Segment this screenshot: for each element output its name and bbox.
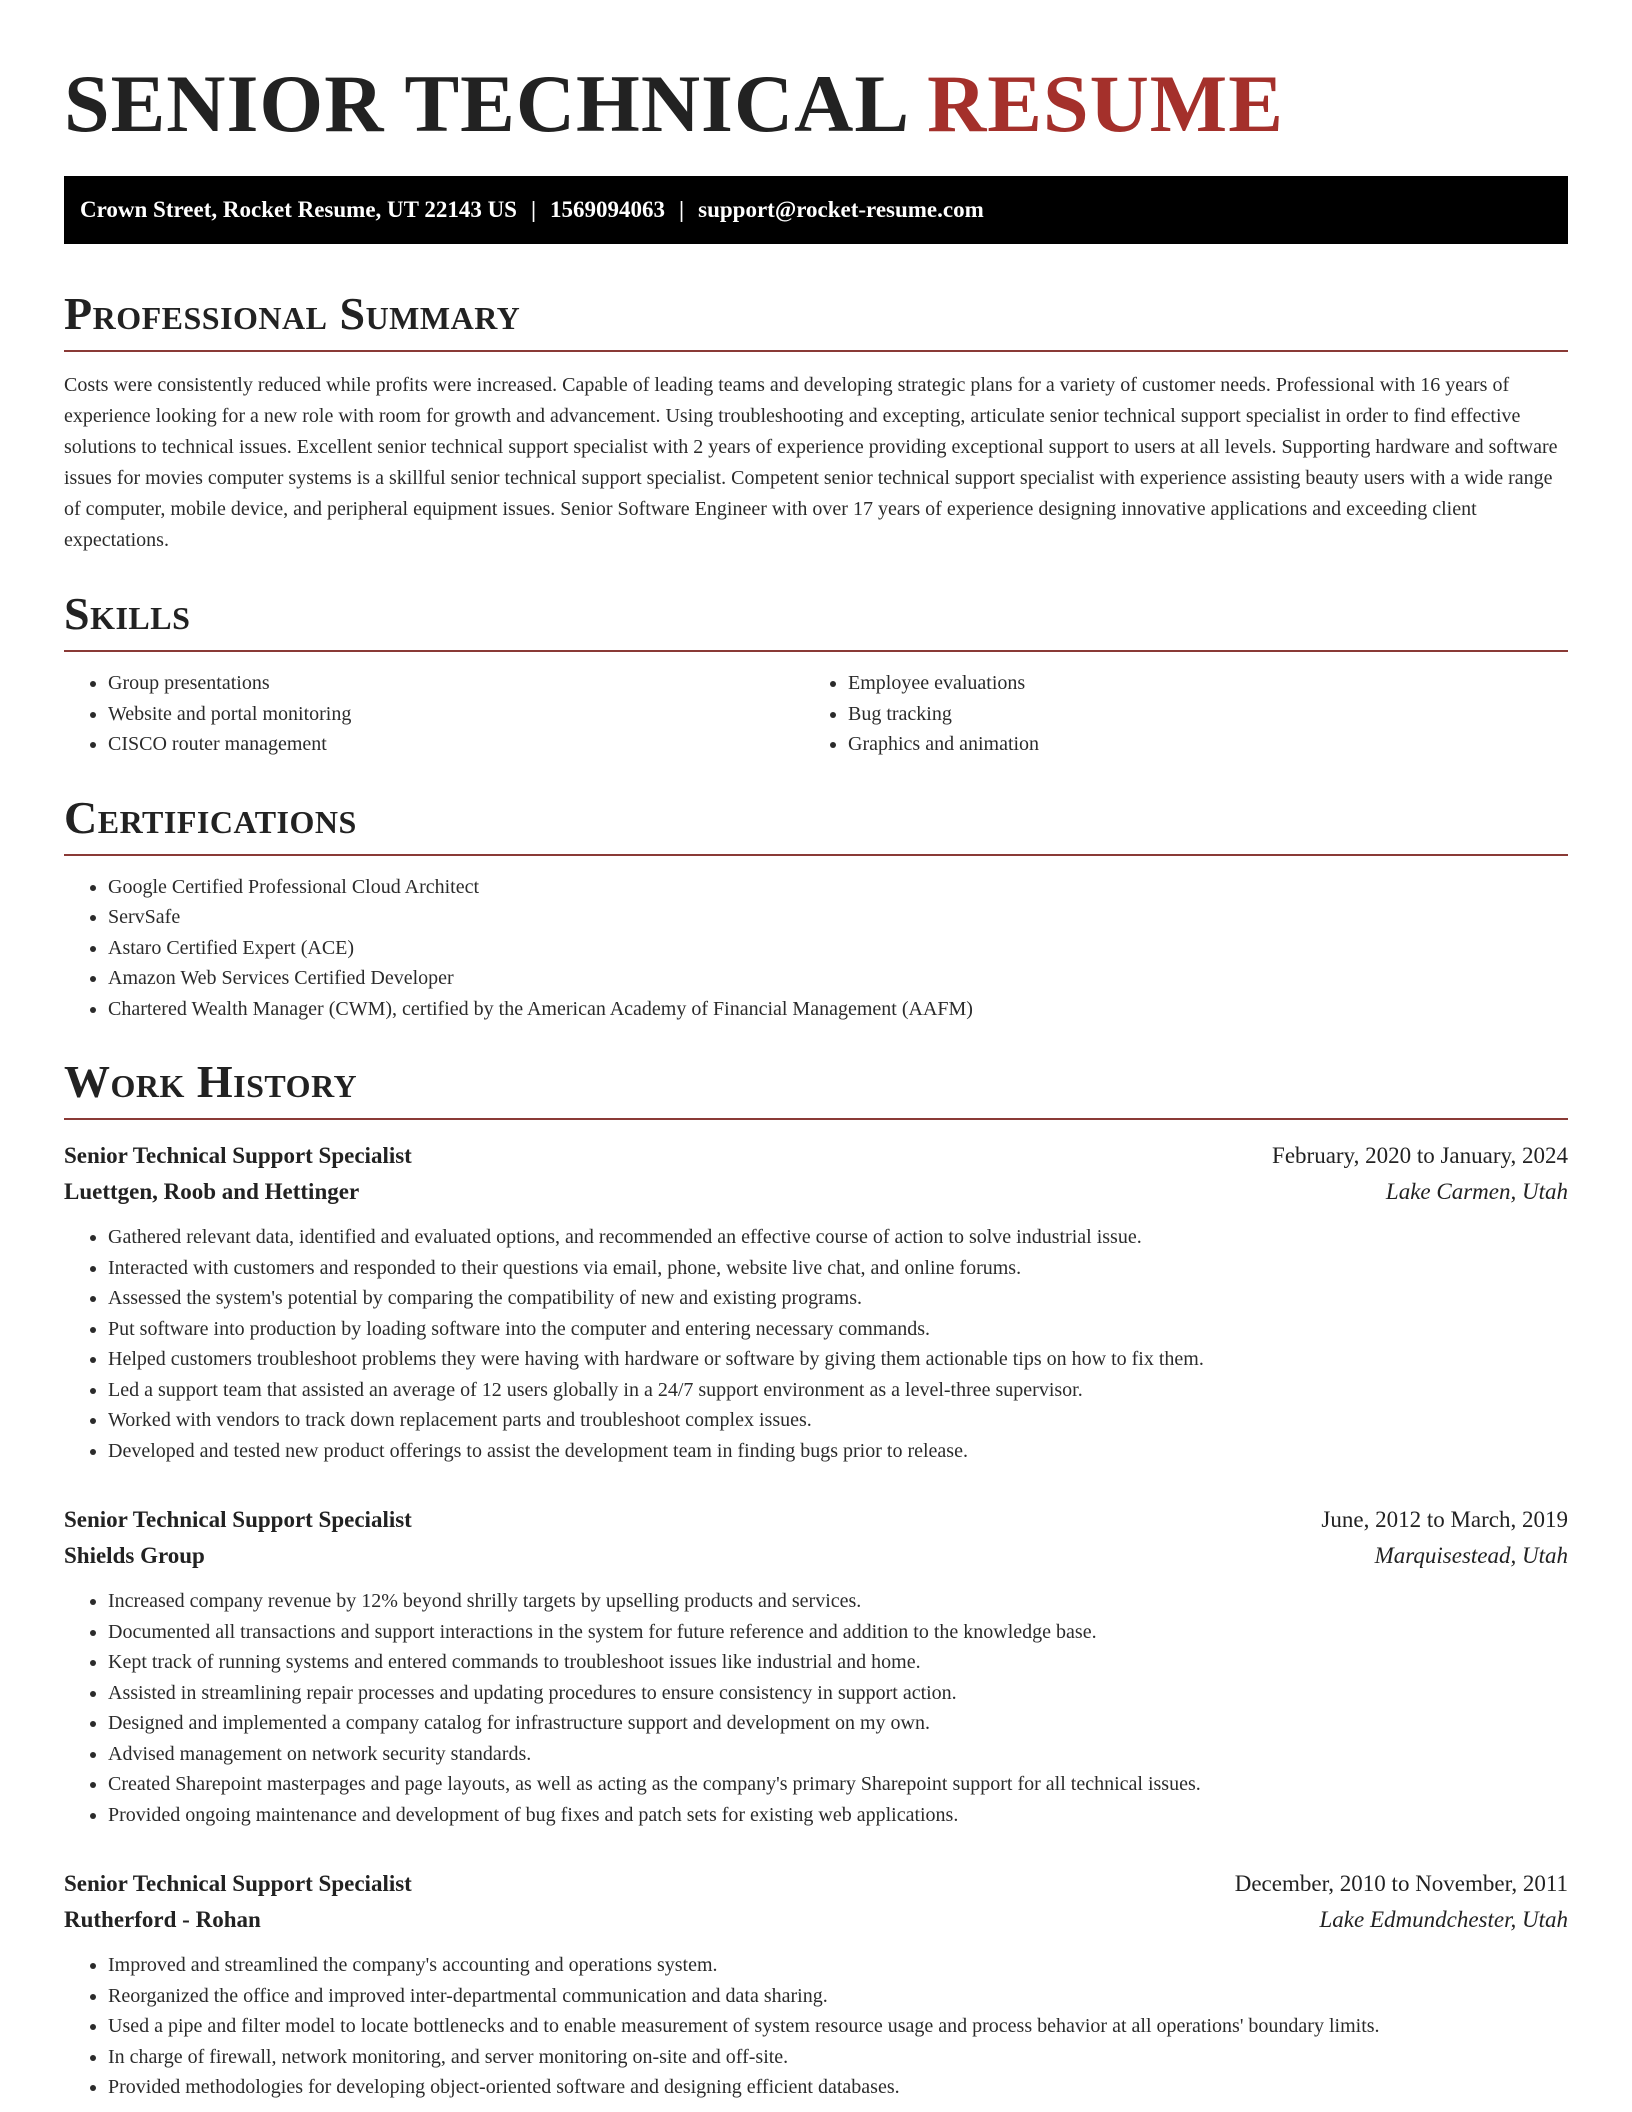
skill-item: • CISCO router management [108,729,804,760]
certification-item: • Amazon Web Services Certified Developer [108,963,1568,994]
job-entry [64,1502,1568,1830]
contact-address: Crown Street, Rocket Resume, UT 22143 US [80,197,517,222]
job-bullet: • Documented all transactions and support interactions in the system for future reference and addition to the knowledge base. [108,1617,1568,1648]
skill-item: • Employee evaluations [848,668,1544,699]
skill-item: • Website and portal monitoring [108,699,804,730]
section-divider [64,1118,1568,1120]
section-heading-work-history: Work History [64,1056,358,1107]
job-entry [64,1138,1568,1466]
section-heading-certifications: Certifications [64,791,357,843]
contact-separator: | [530,197,537,222]
certification-item: • Google Certified Professional Cloud Architect [108,872,1568,903]
job-location: Marquisestead, Utah [1374,1543,1568,1568]
section-divider [64,350,1568,352]
job-bullet: • Used a pipe and filter model to locate bottlenecks and to enable measurement of system resource usage and process behavior at all operations' boundary limits. [108,2011,1568,2042]
job-bullet: • Designed and implemented a company catalog for infrastructure support and development on my own. [108,1708,1568,1739]
professional-summary-section [64,286,1568,556]
title-main: SENIOR TECHNICAL [64,58,906,149]
job-company-row [64,1174,1568,1210]
skill-item: • Group presentations [108,668,804,699]
job-company-row [64,1902,1568,1938]
job-bullet: • Increased company revenue by 12% beyond shrilly targets by upselling products and services. [108,1586,1568,1617]
resume-title [64,56,1568,152]
job-dates: December, 2010 to November, 2011 [1234,1871,1568,1896]
certifications-section [64,790,1568,1025]
contact-phone: 1569094063 [550,197,666,222]
job-bullet: • Assisted in streamlining repair processes and updating procedures to ensure consistency in support action. [108,1678,1568,1709]
section-heading-summary: Professional Summary [64,288,521,339]
job-bullets [64,1222,1568,1466]
job-dates: February, 2020 to January, 2024 [1272,1143,1568,1168]
job-bullet: • Interacted with customers and responded to their questions via email, phone, website live chat, and online forums. [108,1253,1568,1284]
job-bullets [64,1586,1568,1830]
job-header-row [64,1866,1568,1902]
job-bullet: • Provided ongoing maintenance and development of bug fixes and patch sets for existing web applications. [108,1800,1568,1831]
certifications-list [64,872,1568,1025]
skill-item: • Graphics and animation [848,729,1544,760]
job-bullet: • In charge of firewall, network monitoring, and server monitoring on-site and off-site. [108,2042,1568,2073]
job-header-row [64,1502,1568,1538]
job-title: Senior Technical Support Specialist [64,1871,412,1896]
job-bullet: • Led a support team that assisted an average of 12 users globally in a 24/7 support environment as a level-three supervisor. [108,1375,1568,1406]
skills-grid [64,668,1568,760]
contact-separator: | [679,197,685,222]
job-entry [64,1866,1568,2103]
job-company: Luettgen, Roob and Hettinger [64,1179,360,1204]
skills-section [64,586,1568,760]
job-bullet: • Put software into production by loading software into the computer and entering necessary commands. [108,1314,1568,1345]
job-bullet: • Advised management on network security standards. [108,1739,1568,1770]
work-history-section [64,1054,1568,2103]
summary-text: Costs were consistently reduced while profits were increased. Capable of leading teams and developing strategic plans for a variety of customer needs. Professional with 16 years of experience looking for a new role with room for growth and advancement. Using troubleshooting and excepting, articulate senior technical support specialist in order to find effective solutions to technical issues. Excellent senior technical support specialist with 2 years of experience providing exceptional support to users at all levels. Supporting hardware and software issues for movies computer systems is a skillful senior technical support specialist. Competent senior technical support specialist with experience assisting beauty users with a wide range of computer, mobile device, and peripheral equipment issues. Senior Software Engineer with over 17 years of experience designing innovative applications and exceeding client expectations. [64,374,1558,551]
job-bullet: • Helped customers troubleshoot problems they were having with hardware or software by giving them actionable tips on how to fix them. [108,1344,1568,1375]
section-divider [64,854,1568,856]
job-location: Lake Carmen, Utah [1385,1179,1568,1204]
contact-email[interactable]: support@rocket-resume.com [698,197,984,222]
job-bullet: • Developed and tested new product offerings to assist the development team in finding bugs prior to release. [108,1436,1568,1467]
title-accent: RESUME [927,58,1284,149]
job-bullets [64,1950,1568,2103]
skills-list-right [804,668,1544,760]
job-bullet: • Provided methodologies for developing object-oriented software and designing efficient databases. [108,2072,1568,2103]
certification-item: • Chartered Wealth Manager (CWM), certified by the American Academy of Financial Management (AAFM) [108,994,1568,1025]
job-title: Senior Technical Support Specialist [64,1143,412,1168]
certification-item: • Astaro Certified Expert (ACE) [108,933,1568,964]
contact-bar [64,176,1568,244]
skill-item: • Bug tracking [848,699,1544,730]
job-company-row [64,1538,1568,1574]
section-heading-skills: Skills [64,588,191,639]
job-header-row [64,1138,1568,1174]
job-company: Shields Group [64,1543,205,1568]
job-title: Senior Technical Support Specialist [64,1507,412,1532]
job-bullet: • Created Sharepoint masterpages and page layouts, as well as acting as the company's primary Sharepoint support for all technical issues. [108,1769,1568,1800]
job-dates: June, 2012 to March, 2019 [1321,1507,1568,1532]
job-bullet: • Gathered relevant data, identified and evaluated options, and recommended an effective course of action to solve industrial issue. [108,1222,1568,1253]
job-bullet: • Improved and streamlined the company's accounting and operations system. [108,1950,1568,1981]
job-bullet: • Assessed the system's potential by comparing the compatibility of new and existing programs. [108,1283,1568,1314]
skills-list-left [64,668,804,760]
job-company: Rutherford - Rohan [64,1907,261,1932]
job-bullet: • Kept track of running systems and entered commands to troubleshoot issues like industrial and home. [108,1647,1568,1678]
job-bullet: • Reorganized the office and improved inter-departmental communication and data sharing. [108,1981,1568,2012]
section-divider [64,650,1568,652]
job-bullet: • Worked with vendors to track down replacement parts and troubleshoot complex issues. [108,1405,1568,1436]
certification-item: • ServSafe [108,902,1568,933]
job-location: Lake Edmundchester, Utah [1319,1907,1568,1932]
